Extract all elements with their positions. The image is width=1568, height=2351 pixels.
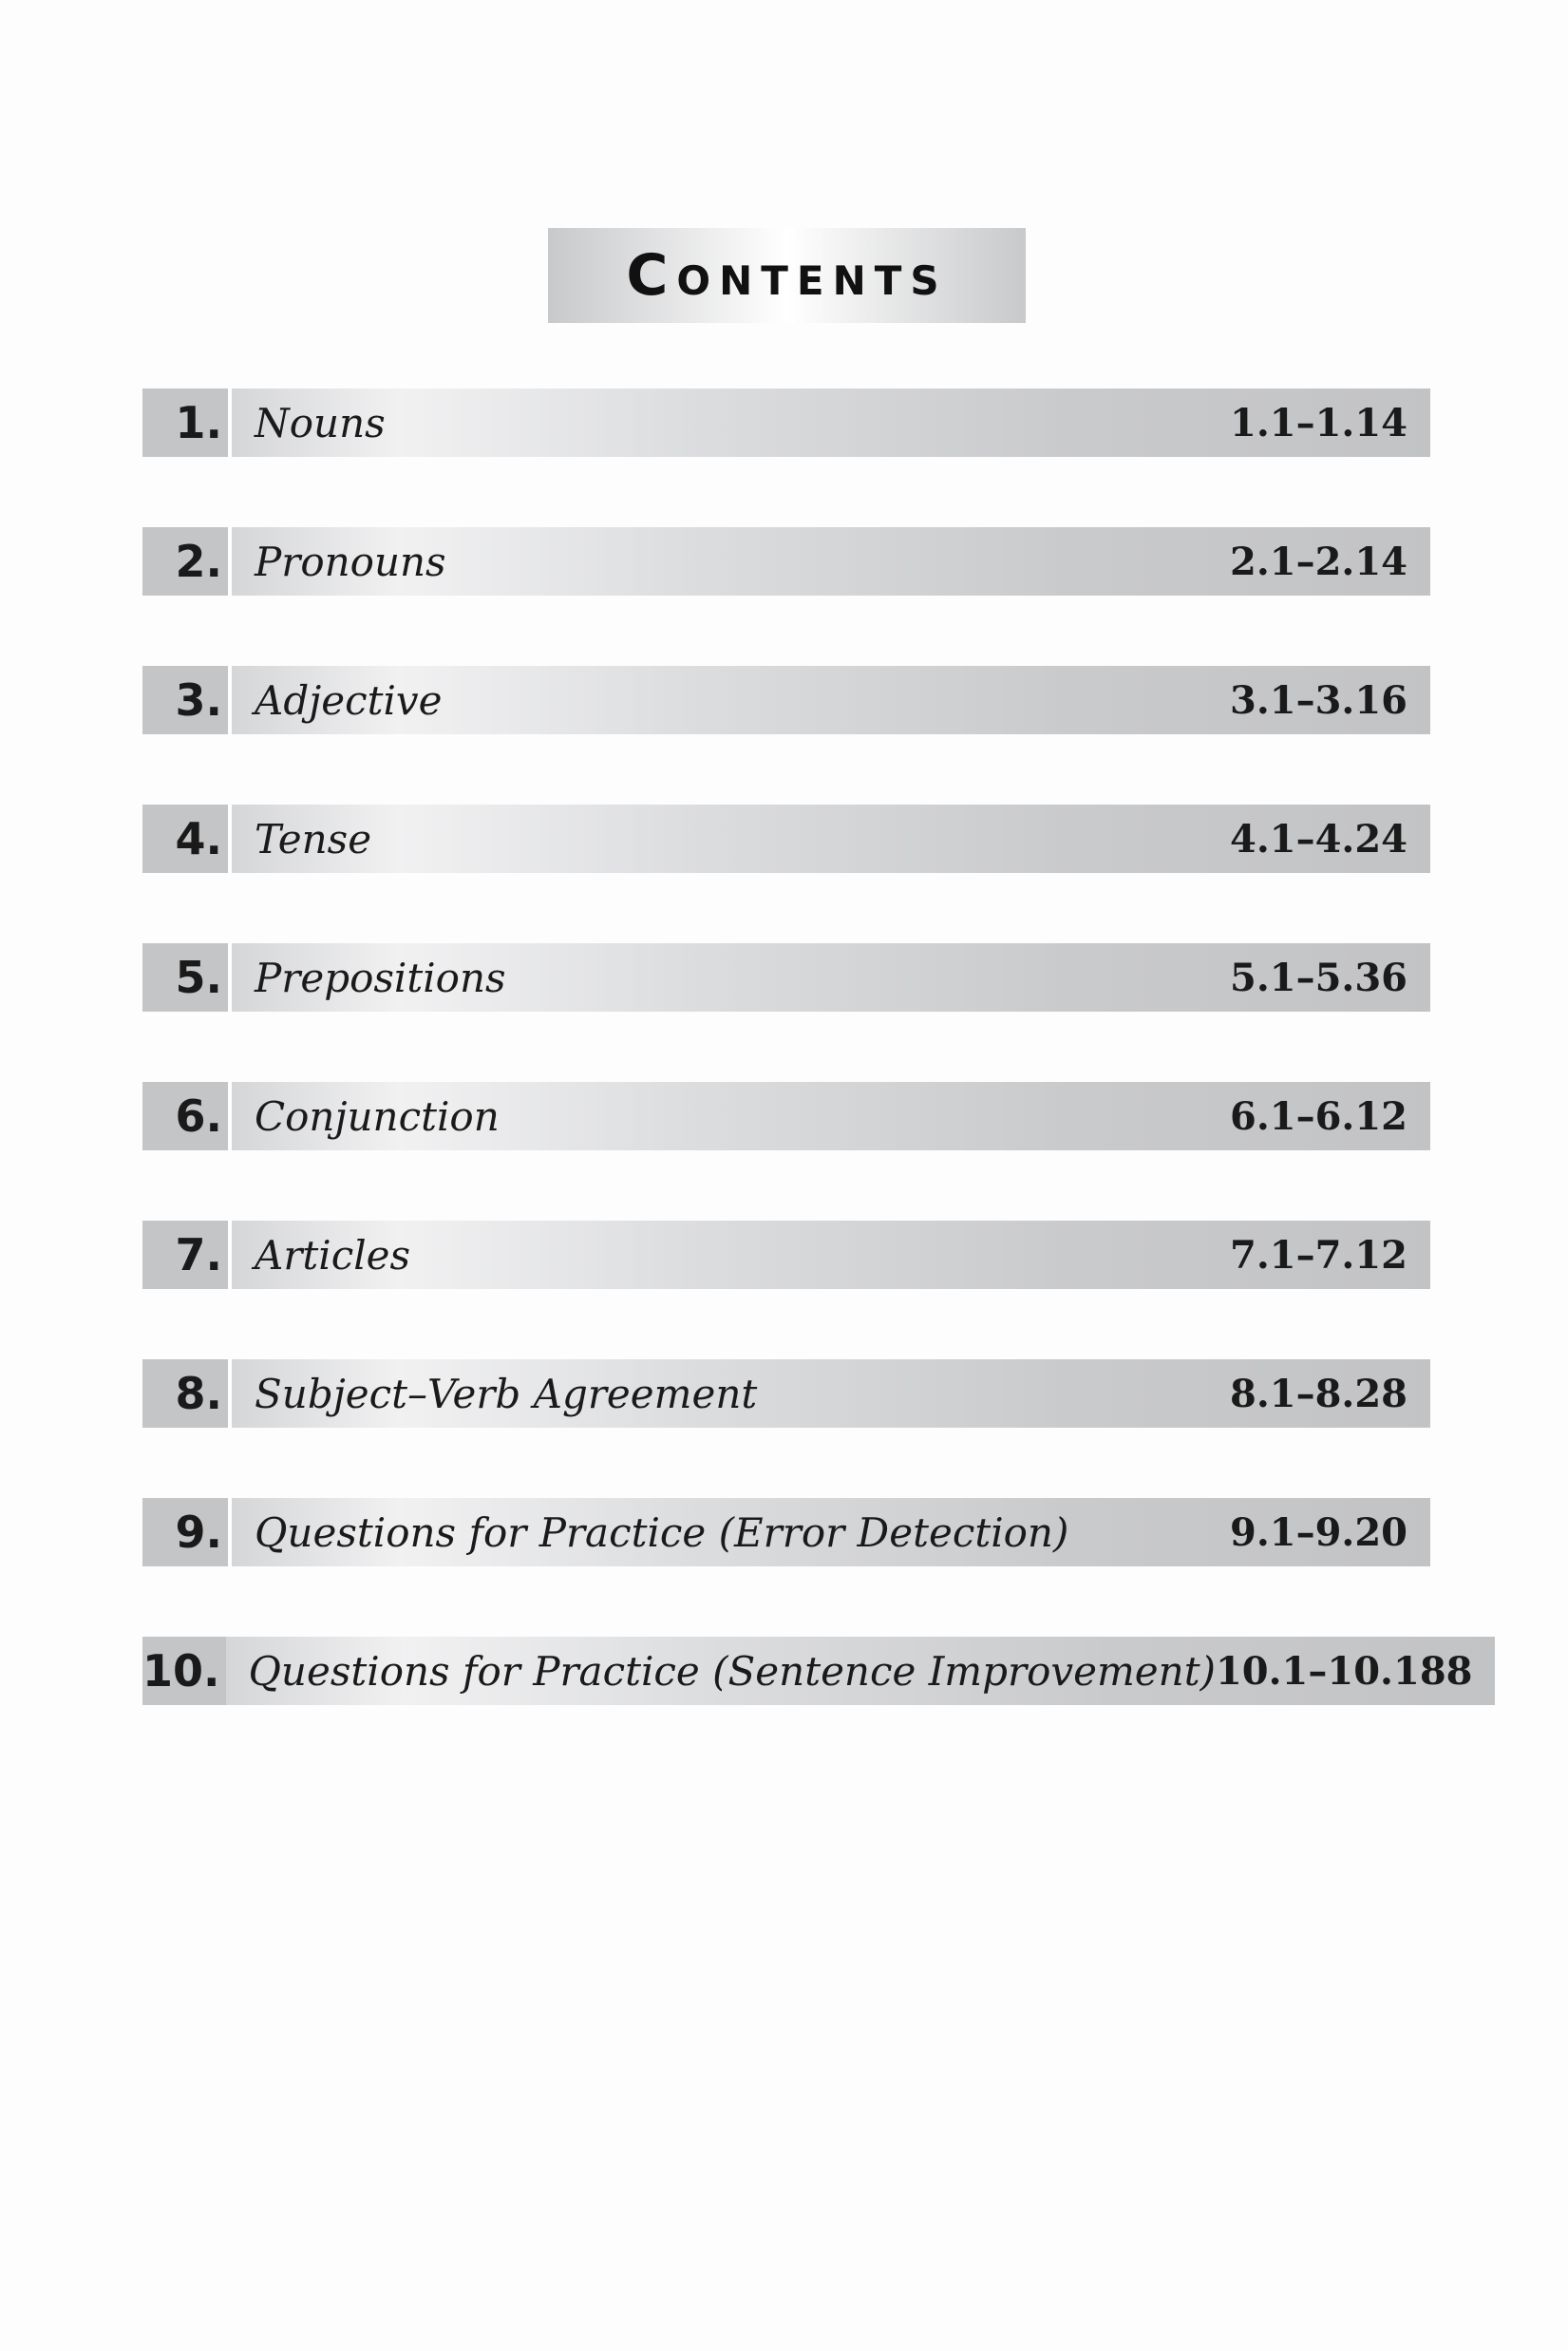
- toc-entry-pages: 3.1–3.16: [1229, 677, 1407, 723]
- toc-entry-number: 4.: [142, 805, 228, 873]
- toc-entry-bar: [232, 1221, 1430, 1289]
- toc-entry-label: Questions for Practice (Sentence Improvement): [248, 1647, 1216, 1695]
- toc-entry-label: Tense: [255, 815, 372, 863]
- toc-entry-label: Articles: [255, 1231, 411, 1279]
- toc-entry[interactable]: [142, 1498, 1430, 1566]
- toc-entry-pages: 1.1–1.14: [1229, 400, 1407, 446]
- page-title: Contents: [626, 242, 948, 309]
- toc-entry-number: 7.: [142, 1221, 228, 1289]
- toc-entry[interactable]: [142, 389, 1430, 457]
- toc-entry-bar: [232, 527, 1430, 596]
- toc-entry-pages: 10.1–10.188: [1215, 1648, 1473, 1694]
- toc-entry-bar: [232, 943, 1430, 1012]
- toc-entry-label: Nouns: [255, 399, 386, 446]
- toc-entry-pages: 9.1–9.20: [1229, 1509, 1407, 1555]
- toc-entry-label: Subject–Verb Agreement: [255, 1370, 758, 1417]
- toc-entry-label: Questions for Practice (Error Detection): [255, 1508, 1069, 1556]
- toc-entry[interactable]: [142, 1082, 1430, 1150]
- toc-entry[interactable]: [142, 805, 1430, 873]
- toc-entry-label: Conjunction: [255, 1092, 500, 1140]
- toc-entry[interactable]: [142, 1359, 1430, 1428]
- toc-entry-pages: 7.1–7.12: [1229, 1232, 1407, 1278]
- toc-entry-bar: [226, 1637, 1496, 1705]
- toc-entry[interactable]: [142, 1221, 1430, 1289]
- toc-entry-pages: 4.1–4.24: [1229, 816, 1407, 862]
- contents-title-box: [548, 228, 1026, 323]
- toc-entry-pages: 6.1–6.12: [1229, 1093, 1407, 1139]
- toc-entry-number: 5.: [142, 943, 228, 1012]
- toc-entry[interactable]: [142, 1637, 1473, 1705]
- toc-entry-number: 8.: [142, 1359, 228, 1428]
- toc-entry-bar: [232, 805, 1430, 873]
- toc-entry-bar: [232, 1498, 1430, 1566]
- toc-entry-pages: 5.1–5.36: [1229, 955, 1407, 1000]
- toc-entry-number: 2.: [142, 527, 228, 596]
- toc-entry-number: 9.: [142, 1498, 228, 1566]
- toc-entry-number: 1.: [142, 389, 228, 457]
- toc-entry[interactable]: [142, 527, 1430, 596]
- toc-entry-number: 6.: [142, 1082, 228, 1150]
- toc-entry-label: Adjective: [255, 676, 443, 724]
- toc-entry[interactable]: [142, 666, 1430, 734]
- toc-entry-number: 10.: [142, 1637, 226, 1705]
- toc-entry-label: Pronouns: [255, 538, 446, 585]
- toc-entry-label: Prepositions: [255, 954, 506, 1001]
- toc-entry[interactable]: [142, 943, 1430, 1012]
- toc-entry-bar: [232, 389, 1430, 457]
- toc-entry-bar: [232, 1359, 1430, 1428]
- toc-entry-number: 3.: [142, 666, 228, 734]
- toc-entry-pages: 8.1–8.28: [1229, 1371, 1407, 1416]
- toc-entry-bar: [232, 666, 1430, 734]
- toc-entry-pages: 2.1–2.14: [1229, 539, 1407, 584]
- toc-entry-bar: [232, 1082, 1430, 1150]
